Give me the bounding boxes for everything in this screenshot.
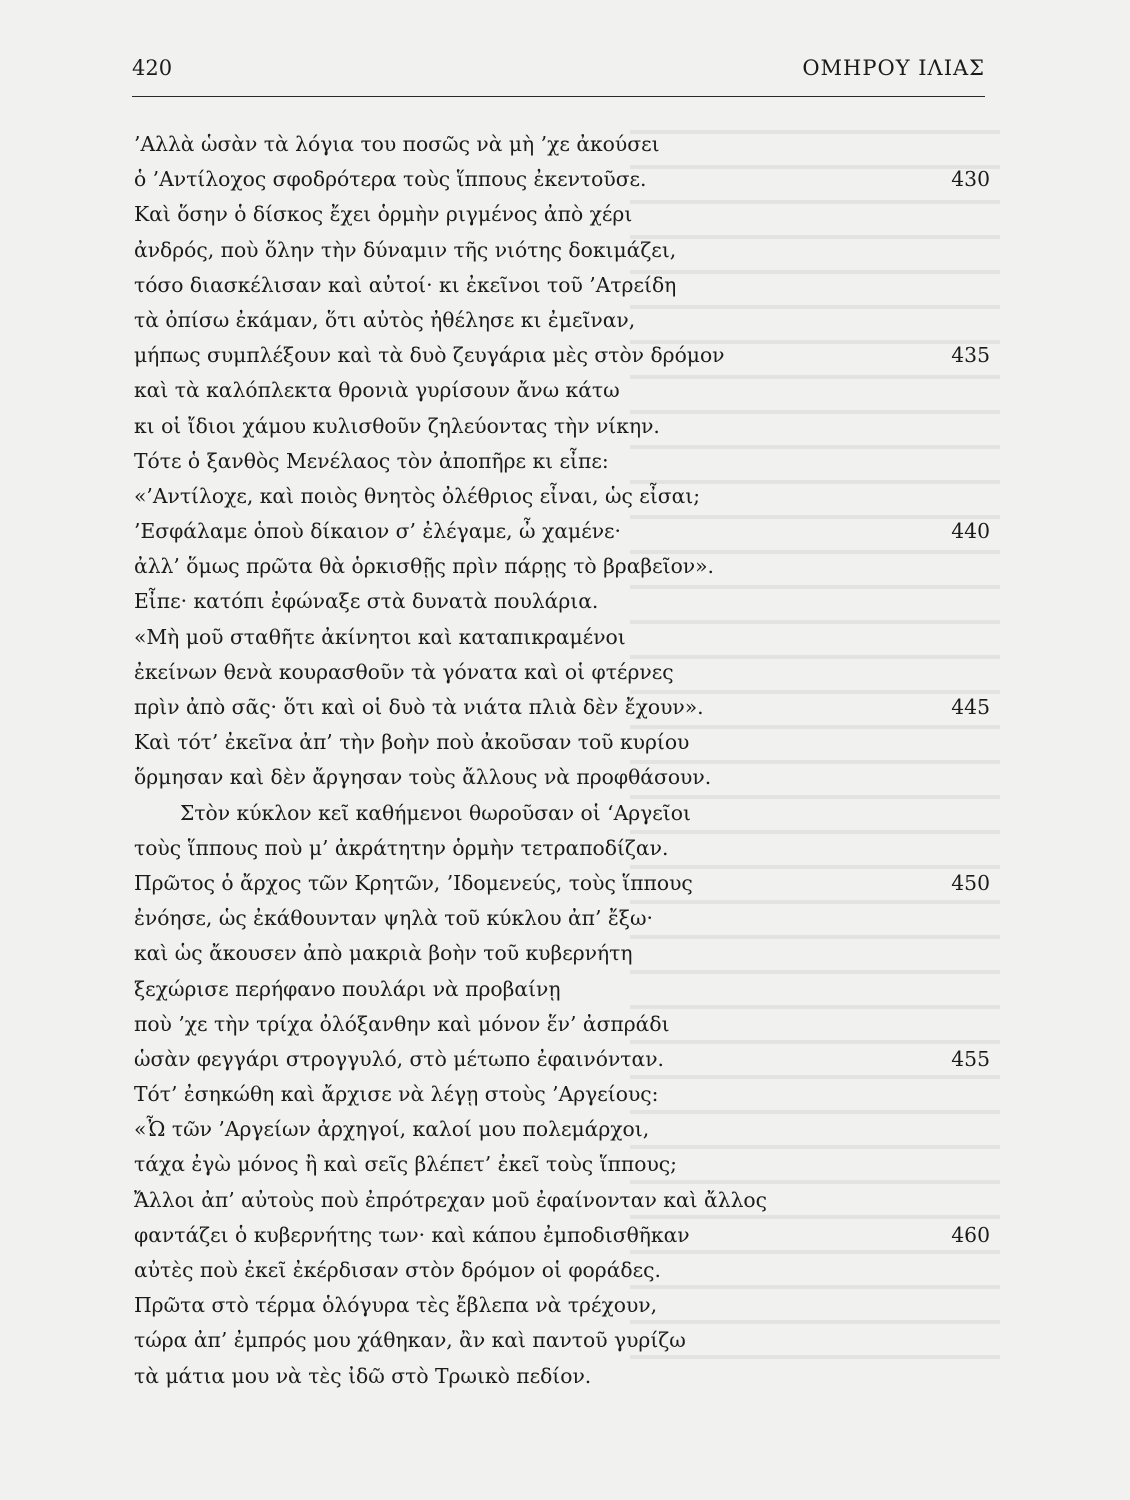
verse-text: Τότε ὁ ξανθὸς Μενέλαος τὸν ἀποπῆρε κι εἶπε: <box>134 448 609 473</box>
verse-text: τάχα ἐγὼ μόνος ἢ καὶ σεῖς βλέπετ’ ἐκεῖ τοὺς ἵππους; <box>134 1152 677 1177</box>
verse-line <box>134 514 990 549</box>
verse-line <box>134 479 990 514</box>
verse-text: καὶ ὡς ἄκουσεν ἀπὸ μακριὰ βοὴν τοῦ κυβερνήτη <box>134 941 633 966</box>
line-number: 445 <box>951 695 990 719</box>
verse-text: «’Αντίλοχε, καὶ ποιὸς θνητὸς ὀλέθριος εἶναι, ὡς εἶσαι; <box>134 483 701 508</box>
verse-text: ποὺ ’χε τὴν τρίχα ὀλόξανθην καὶ μόνον ἕν’ ἀσπράδι <box>134 1011 670 1036</box>
verse-line <box>134 584 990 619</box>
page-header <box>132 52 985 97</box>
verse-line <box>134 162 990 197</box>
verse-line <box>134 901 990 936</box>
verse-line <box>134 796 990 831</box>
verse-text: ὁ ’Αντίλοχος σφοδρότερα τοὺς ἵππους ἐκεντοῦσε. <box>134 167 647 192</box>
verse-line <box>134 1042 990 1077</box>
line-number: 435 <box>951 343 990 368</box>
verse-text: Εἶπε· κατόπι ἐφώναξε στὰ δυνατὰ πουλάρια. <box>134 589 599 614</box>
verse-text: ἐκείνων θενὰ κουρασθοῦν τὰ γόνατα καὶ οἱ φτέρνες <box>134 659 674 684</box>
line-number: 450 <box>951 870 990 895</box>
verse-text: ’Εσφάλαμε ὁποὺ δίκαιον σ’ ἐλέγαμε, ὦ χαμένε· <box>134 519 621 544</box>
verse-line <box>134 1323 990 1358</box>
verse-text: ἀνδρός, ποὺ ὅλην τὴν δύναμιν τῆς νιότης δοκιμάζει, <box>134 237 677 262</box>
verse-text: «Ὦ τῶν ’Αργείων ἀρχηγοί, καλοί μου πολεμάρχοι, <box>134 1117 650 1142</box>
verse-line <box>134 409 990 444</box>
verse-line <box>134 655 990 690</box>
verse-line <box>134 444 990 479</box>
verse-text: ’Αλλὰ ὡσὰν τὰ λόγια του ποσῶς νὰ μὴ ’χε ἀκούσει <box>134 132 660 156</box>
verse-text: Πρῶτα στὸ τέρμα ὁλόγυρα τὲς ἔβλεπα νὰ τρέχουν, <box>134 1293 658 1318</box>
verse-line <box>134 1077 990 1112</box>
verse-text: αὐτὲς ποὺ ἐκεῖ ἐκέρδισαν στὸν δρόμον οἱ φοράδες. <box>134 1258 661 1282</box>
verse-line <box>134 620 990 655</box>
running-head: ΟΜΗΡΟΥ ΙΛΙΑΣ <box>802 56 985 80</box>
verse-text: τώρα ἀπ’ ἐμπρός μου χάθηκαν, ἂν καὶ παντοῦ γυρίζω <box>134 1328 686 1353</box>
verse-text: φαντάζει ὁ κυβερνήτης των· καὶ κάπου ἐμποδισθῆκαν <box>134 1222 690 1247</box>
verse-list <box>134 127 990 1394</box>
verse-text: τοὺς ἵππους ποὺ μ’ ἀκράτητην ὁρμὴν τετραποδίζαν. <box>134 835 669 860</box>
verse-line <box>134 936 990 971</box>
verse-text: Πρῶτος ὁ ἄρχος τῶν Κρητῶν, ’Ιδομενεύς, τοὺς ἵππους <box>134 870 693 895</box>
page-number: 420 <box>132 56 173 80</box>
line-number: 440 <box>951 519 990 544</box>
verse-line <box>134 1147 990 1182</box>
verse-line <box>134 1218 990 1253</box>
verse-line <box>134 866 990 901</box>
verse-line <box>134 338 990 373</box>
verse-text: ἐνόησε, ὡς ἐκάθουνταν ψηλὰ τοῦ κύκλου ἀπ’ ἔξω· <box>134 906 653 931</box>
verse-text: κι οἱ ἴδιοι χάμου κυλισθοῦν ζηλεύοντας τὴν νίκην. <box>134 413 660 438</box>
verse-text: Τότ’ ἐσηκώθη καὶ ἄρχισε νὰ λέγῃ στοὺς ’Αργείους: <box>134 1082 659 1107</box>
verse-text: «Μὴ μοῦ σταθῆτε ἀκίνητοι καὶ καταπικραμένοι <box>134 624 626 649</box>
verse-line <box>134 1007 990 1042</box>
verse-line <box>134 303 990 338</box>
line-number: 430 <box>951 167 990 192</box>
verse-line <box>134 1288 990 1323</box>
verse-text: ξεχώρισε περήφανο πουλάρι νὰ προβαίνῃ <box>134 976 561 1001</box>
line-number: 460 <box>951 1222 990 1247</box>
verse-line <box>134 197 990 232</box>
verse-line <box>134 725 990 760</box>
verse-line <box>134 373 990 408</box>
line-number: 455 <box>951 1046 990 1071</box>
verse-line <box>134 972 990 1007</box>
verse-line <box>134 233 990 268</box>
verse-text: Στὸν κύκλον κεῖ καθήμενοι θωροῦσαν οἱ ‘Αργεῖοι <box>180 800 691 825</box>
verse-text: Καὶ τότ’ ἐκεῖνα ἀπ’ τὴν βοὴν ποὺ ἀκοῦσαν τοῦ κυρίου <box>134 730 690 755</box>
verse-line <box>134 760 990 795</box>
verse-text: καὶ τὰ καλόπλεκτα θρονιὰ γυρίσουν ἄνω κάτω <box>134 378 620 403</box>
verse-line <box>134 1183 990 1218</box>
verse-line <box>134 549 990 584</box>
verse-line <box>134 127 990 162</box>
verse-line <box>134 831 990 866</box>
verse-line <box>134 1359 990 1394</box>
verse-text: τόσο διασκέλισαν καὶ αὐτοί· κι ἐκεῖνοι τοῦ ’Ατρείδη <box>134 272 677 297</box>
verse-line <box>134 1253 990 1288</box>
verse-text: ὡσὰν φεγγάρι στρογγυλό, στὸ μέτωπο ἐφαινόνταν. <box>134 1046 664 1071</box>
verse-text: τὰ μάτια μου νὰ τὲς ἰδῶ στὸ Τρωικὸ πεδίον. <box>134 1363 592 1388</box>
verse-text: μήπως συμπλέξουν καὶ τὰ δυὸ ζευγάρια μὲς στὸν δρόμον <box>134 343 725 368</box>
verse-text: πρὶν ἀπὸ σᾶς· ὅτι καὶ οἱ δυὸ τὰ νιάτα πλιὰ δὲν ἔχουν». <box>134 695 704 719</box>
verse-line <box>134 1112 990 1147</box>
verse-text: ὅρμησαν καὶ δὲν ἄργησαν τοὺς ἄλλους νὰ προφθάσουν. <box>134 765 712 790</box>
verse-text: τὰ ὀπίσω ἐκάμαν, ὅτι αὐτὸς ἠθέλησε κι ἐμεῖναν, <box>134 307 636 332</box>
verse-line <box>134 690 990 725</box>
verse-text: Καὶ ὅσην ὁ δίσκος ἔχει ὁρμὴν ριγμένος ἀπὸ χέρι <box>134 202 633 227</box>
verse-text: ἀλλ’ ὅμως πρῶτα θὰ ὁρκισθῇς πρὶν πάρῃς τὸ βραβεῖον». <box>134 554 714 579</box>
verse-line <box>134 268 990 303</box>
verse-text: Ἄλλοι ἀπ’ αὐτοὺς ποὺ ἐπρότρεχαν μοῦ ἐφαίνονταν καὶ ἄλλος <box>134 1187 767 1212</box>
